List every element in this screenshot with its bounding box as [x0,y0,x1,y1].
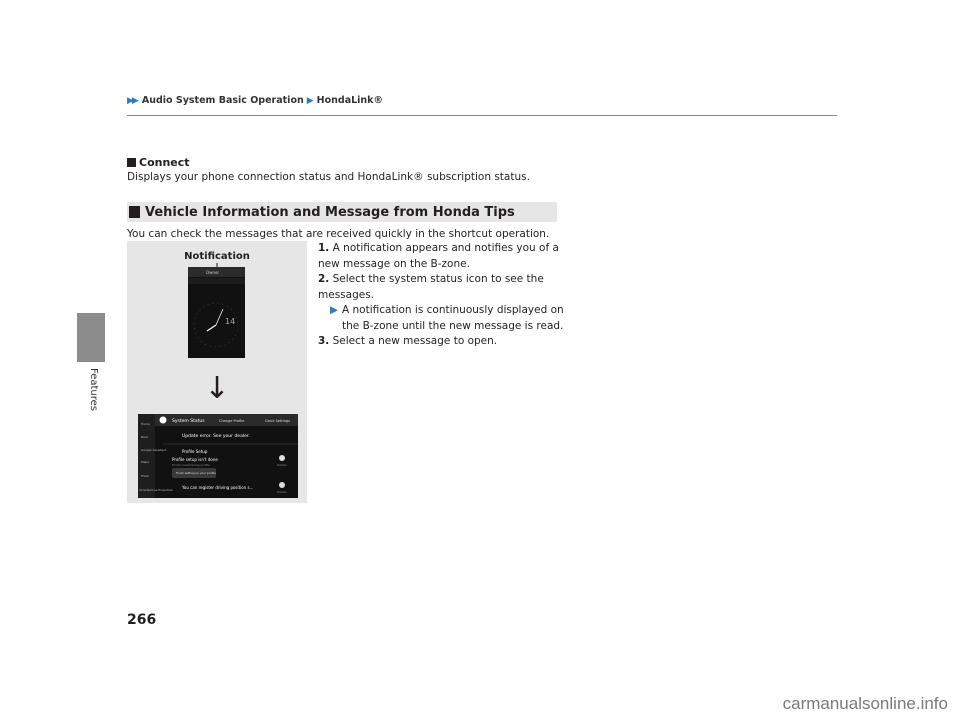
step-number: 1. [318,242,330,254]
header-rule [127,115,837,116]
step-2-note [318,303,568,334]
nav-item: Back [141,435,149,439]
step-number: 2. [318,273,330,285]
breadcrumb [127,95,383,106]
breadcrumb-part2[interactable]: HondaLink® [316,95,383,106]
watermark: carmanualsonline.info [782,694,948,713]
connect-heading [127,156,190,169]
details-label: Details [277,463,287,467]
step-2 [318,272,568,303]
nav-item: Google Assistant [141,448,167,452]
message-update-error: Update error. See your dealer. [182,434,250,439]
finish-setup-label: Finish setting up your profile [176,471,216,475]
breadcrumb-arrow-icon: ▶ [306,95,312,106]
intro-text: You can check the messages that are received quickly in the shortcut operation. [127,228,550,240]
status-strip [188,278,245,284]
square-bullet-icon [129,206,140,218]
step-text: Select a new message to open. [332,335,498,347]
connect-body: Displays your phone connection status and HondaLink® subscription status. [127,171,530,183]
breadcrumb-arrow-icon: ▶▶ [127,95,137,106]
section-tab-label: Features [88,368,99,411]
step-1 [318,241,568,272]
step-3 [318,334,568,350]
note-arrow-icon: ▶ [330,304,339,316]
page-number: 266 [127,612,157,628]
message-profile-setup: Profile Setup [182,449,208,454]
connect-heading-text: Connect [139,156,190,169]
details-icon [279,482,285,488]
nav-item: HVAC [141,474,150,478]
section-tab [77,313,105,362]
message-profile-not-done: Profile setup isn't done [172,457,218,462]
nav-item: Maps [141,460,149,464]
step-text: Select the system status icon to see the messages. [318,273,544,301]
tips-title: Vehicle Information and Message from Honda Tips [145,204,515,220]
nav-bar [138,414,155,498]
screen-title: System Status [172,419,205,424]
owner-label: Owner [206,270,220,275]
nav-item: Home [141,422,150,426]
message-profile-sub: Finish customizing profile [172,463,211,467]
step-text: A notification appears and notifies you of a new message on the B-zone. [318,242,559,270]
screen-tab: Clock Settings [265,419,290,423]
illustration-panel [127,241,307,503]
clock-number: 14 [225,317,236,326]
check-icon [160,417,167,424]
breadcrumb-part1[interactable]: Audio System Basic Operation [141,95,304,106]
steps-list [318,241,568,350]
step-number: 3. [318,335,330,347]
details-label: Details [277,490,287,494]
message-driving-position: You can register driving position s... [182,485,254,490]
square-bullet-icon [127,158,136,167]
illustration [127,241,307,503]
nav-item: Smartphone Projection [139,488,174,492]
tips-heading-bar [127,202,557,222]
down-arrow-icon: ↓ [204,371,230,406]
step-note-text: A notification is continuously displayed on the B-zone until the new message is read. [342,304,564,332]
screen-tab: Change Profile [219,419,245,423]
notification-label: Notification [184,251,250,262]
details-icon [279,455,285,461]
